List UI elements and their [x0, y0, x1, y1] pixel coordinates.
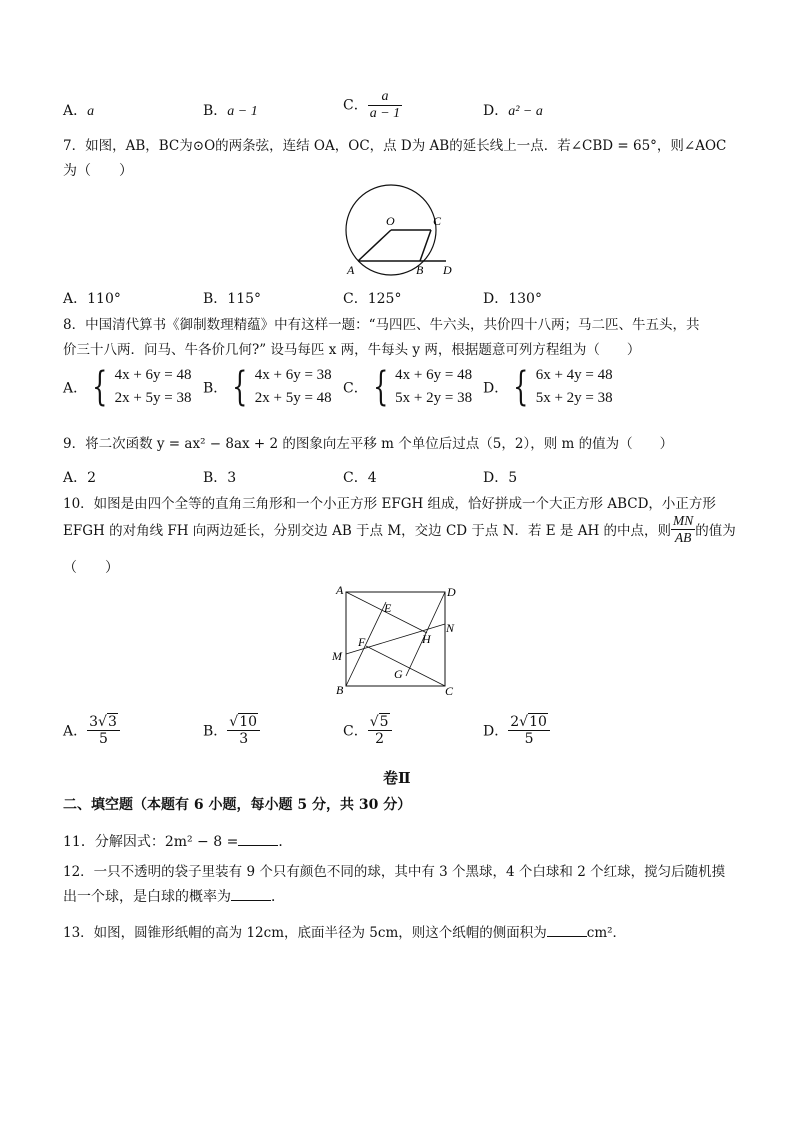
- fraction-denominator: AB: [674, 529, 692, 545]
- fraction: [368, 89, 402, 122]
- label-m: M: [332, 649, 342, 663]
- sqrt: √10: [519, 714, 547, 730]
- q13-tail: cm²．: [586, 925, 627, 941]
- label-a: A: [347, 263, 355, 277]
- option-expr: a: [87, 104, 95, 119]
- q10-square-figure: [328, 582, 460, 700]
- option-letter: C．: [343, 380, 368, 397]
- fraction: [368, 714, 392, 747]
- equation-2: 5x + 2y = 38: [395, 390, 473, 407]
- equation-1: 4x + 6y = 48: [114, 367, 192, 383]
- q8-stem-line1: 8．中国清代算书《御制数理精蕴》中有这样一题：“马四匹、牛六头，共价四十八两；马二匹、牛五头，共: [63, 317, 700, 333]
- label-c: C: [433, 214, 442, 228]
- q10-stem-line2: [63, 513, 736, 545]
- q6-option-d: [483, 100, 543, 120]
- label-d: D: [443, 263, 452, 277]
- option-letter: D．: [483, 723, 509, 740]
- option-letter: B．: [203, 103, 228, 119]
- option-text: 3: [227, 470, 237, 486]
- q11: [63, 831, 292, 851]
- label-f: F: [358, 635, 366, 649]
- equation-2: 2x + 5y = 38: [114, 390, 192, 407]
- option-text: 2: [87, 470, 97, 486]
- q12-stem-line1: 12．一只不透明的袋子里装有 9 个只有颜色不同的球，其中有 3 个黑球，4 个白球和 2 个红球，搅匀后随机摸: [63, 864, 726, 880]
- sqrt: √3: [98, 714, 117, 730]
- option-letter: C．: [343, 291, 368, 307]
- option-text: 110°: [87, 291, 121, 307]
- option-letter: C．: [343, 470, 368, 486]
- equation-2: 5x + 2y = 38: [535, 390, 613, 407]
- label-d: D: [447, 585, 456, 599]
- equation-system: [368, 364, 472, 411]
- answer-blank: [231, 888, 271, 901]
- fraction-denominator: 2: [375, 731, 385, 748]
- q6-option-a: [63, 100, 94, 120]
- option-letter: D．: [483, 380, 509, 397]
- q8-option-a: [63, 364, 192, 411]
- q7-option-b: [203, 288, 261, 308]
- q9-option-c: [343, 467, 377, 487]
- q12-line2: [63, 886, 285, 906]
- option-letter: A．: [63, 291, 88, 307]
- equation-1: 4x + 6y = 48: [395, 367, 473, 383]
- q9-option-a: [63, 467, 96, 487]
- option-letter: C．: [343, 97, 368, 114]
- option-letter: D．: [483, 470, 509, 486]
- q6-option-b: [203, 100, 258, 120]
- q8-stem-line2: 价三十八两．问马、牛各价几何?” 设马每匹 x 两，牛每头 y 两，根据题意可列方程组为（ ）: [63, 342, 641, 358]
- q11-tail: ．: [278, 834, 293, 850]
- option-letter: A．: [63, 723, 88, 740]
- label-g: G: [394, 667, 403, 681]
- q10-option-c: [343, 714, 392, 747]
- fraction-denominator: a − 1: [369, 106, 401, 122]
- sqrt: √5: [369, 714, 389, 730]
- label-e: E: [384, 601, 392, 615]
- q11-stem: 11．分解因式：2m² − 8 =: [63, 834, 239, 850]
- fraction-mn-ab: [671, 513, 695, 545]
- q7-option-a: [63, 288, 121, 308]
- label-c: C: [445, 684, 454, 698]
- option-expr: a − 1: [227, 104, 258, 119]
- q12-tail: ．: [271, 889, 285, 905]
- label-h: H: [422, 632, 431, 646]
- q8-option-d: [483, 364, 613, 411]
- equation-system: [508, 364, 612, 411]
- option-letter: C．: [343, 723, 368, 740]
- segment-bc: [420, 230, 431, 261]
- radicand: 5: [379, 714, 389, 730]
- fraction-denominator: 5: [524, 731, 534, 748]
- equation-1: 6x + 4y = 48: [535, 367, 613, 383]
- equation-system: [87, 364, 191, 411]
- brace: {: [92, 364, 108, 411]
- option-text: 130°: [508, 291, 542, 307]
- q7-stem-line2: 为（ ）: [63, 163, 133, 179]
- coefficient: 3: [89, 714, 99, 730]
- option-letter: B．: [203, 291, 228, 307]
- q7-stem-line1: 7．如图，AB，BC为⊙O的两条弦，连结 OA，OC，点 D为 AB的延长线上一点．若∠CBD = 65°，则∠AOC: [63, 138, 727, 154]
- radicand: 3: [107, 714, 117, 730]
- radicand: 10: [529, 714, 547, 730]
- label-o: O: [386, 214, 395, 228]
- segment-cf: [366, 646, 445, 686]
- q9-option-b: [203, 467, 236, 487]
- q7-option-d: [483, 288, 542, 308]
- q8-option-b: [203, 364, 332, 411]
- coefficient: 2: [510, 714, 520, 730]
- q10-stem-line2-tail: 的值为: [695, 523, 736, 540]
- option-letter: A．: [63, 470, 88, 486]
- q12-stem-line2: 出一个球，是白球的概率为: [63, 889, 231, 905]
- radicand: 10: [239, 714, 258, 730]
- label-n: N: [446, 621, 455, 635]
- q10-option-d: [483, 714, 550, 747]
- option-letter: A．: [63, 103, 88, 119]
- q6-option-c: [343, 89, 402, 122]
- equation-system: [227, 364, 331, 411]
- option-text: 4: [367, 470, 377, 486]
- segment-oa: [358, 230, 391, 261]
- q9-option-d: [483, 467, 517, 487]
- option-letter: B．: [203, 380, 228, 397]
- answer-blank: [547, 924, 587, 937]
- option-letter: B．: [203, 470, 228, 486]
- q13-stem: 13．如图，圆锥形纸帽的高为 12cm，底面半径为 5cm，则这个纸帽的侧面积为: [63, 925, 547, 941]
- sqrt: √10: [229, 714, 258, 730]
- section2-title: 二、填空题（本题有 6 小题，每小题 5 分，共 30 分）: [63, 797, 412, 813]
- volume-title: 卷Ⅱ: [383, 769, 411, 787]
- option-letter: D．: [483, 291, 509, 307]
- q10-stem-line2-text: EFGH 的对角线 FH 向两边延长，分别交边 AB 于点 M，交边 CD 于点 N．若 E 是 AH 的中点，则: [63, 523, 672, 540]
- q9-stem: 9．将二次函数 y = ax² − 8ax + 2 的图象向左平移 m 个单位后过点（5，2），则 m 的值为（ ）: [63, 436, 674, 452]
- fraction-denominator: 5: [99, 731, 108, 748]
- brace: {: [232, 364, 248, 411]
- fraction: [87, 714, 120, 747]
- option-letter: D．: [483, 103, 509, 119]
- q10-option-a: [63, 714, 120, 747]
- option-text: 125°: [367, 291, 402, 307]
- option-text: 115°: [227, 291, 262, 307]
- option-text: 5: [508, 470, 518, 486]
- fraction-denominator: 3: [239, 731, 249, 748]
- label-b: B: [336, 683, 344, 697]
- label-b: B: [416, 263, 424, 277]
- q13: [63, 921, 626, 941]
- option-letter: B．: [203, 723, 228, 740]
- fraction: [508, 714, 550, 747]
- fraction-numerator: a: [368, 89, 402, 106]
- q7-option-c: [343, 288, 401, 308]
- brace: {: [513, 364, 529, 411]
- option-letter: A．: [63, 380, 88, 397]
- equation-2: 2x + 5y = 48: [254, 390, 332, 407]
- q10-stem-line1: 10．如图是由四个全等的直角三角形和一个小正方形 EFGH 组成，恰好拼成一个大正方形 ABCD，小正方形: [63, 496, 716, 512]
- brace: {: [372, 364, 389, 411]
- q10-stem-line3: （ ）: [63, 560, 119, 576]
- answer-blank: [238, 833, 278, 846]
- q7-circle-figure: [336, 182, 466, 282]
- fraction: [227, 714, 260, 747]
- equation-1: 4x + 6y = 38: [254, 367, 332, 383]
- q8-option-c: [343, 364, 472, 411]
- label-a: A: [336, 583, 344, 597]
- option-expr: a² − a: [508, 104, 543, 119]
- fraction-numerator: MN: [673, 513, 694, 528]
- q10-option-b: [203, 714, 260, 747]
